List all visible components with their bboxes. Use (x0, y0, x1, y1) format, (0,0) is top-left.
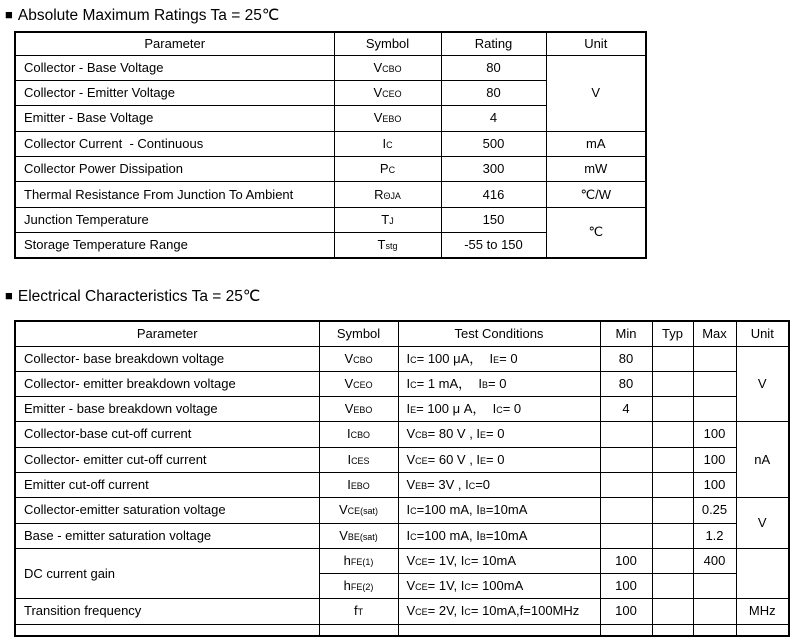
unit-cell: mA (546, 131, 646, 156)
min-cell (600, 472, 652, 497)
symbol-cell: VEBO (319, 397, 398, 422)
section-title-text: Electrical Characteristics Ta = 25℃ (17, 288, 261, 305)
table-row (15, 397, 789, 422)
table-header-row (15, 321, 789, 346)
empty-cell (398, 624, 600, 636)
max-cell: 400 (693, 548, 736, 573)
max-cell: 0.25 (693, 498, 736, 523)
max-cell (693, 599, 736, 624)
table-row (15, 207, 646, 232)
symbol-cell: VCEO (334, 80, 441, 105)
symbol-cell: VCBO (319, 346, 398, 371)
empty-cell (600, 624, 652, 636)
typ-cell (652, 346, 693, 371)
symbol-cell: hFE(1) (319, 548, 398, 573)
max-cell (693, 397, 736, 422)
symbol-cell: ICES (319, 447, 398, 472)
parameter-cell: Collector- base breakdown voltage (15, 346, 319, 371)
empty-cell (652, 624, 693, 636)
cut-off-row (15, 624, 789, 636)
parameter-cell: Collector - Emitter Voltage (15, 80, 334, 105)
unit-cell: V (736, 346, 789, 422)
test-conditions-cell: IC= 100 μA， IE= 0 (398, 346, 600, 371)
rating-cell: 300 (441, 157, 546, 182)
min-cell: 100 (600, 574, 652, 599)
unit-cell: V (736, 498, 789, 549)
rating-cell: 80 (441, 80, 546, 105)
parameter-cell: Emitter - Base Voltage (15, 106, 334, 131)
parameter-cell: Collector- emitter breakdown voltage (15, 371, 319, 396)
test-conditions-cell: VCB= 80 V , IE= 0 (398, 422, 600, 447)
typ-cell (652, 422, 693, 447)
column-header-symbol: Symbol (319, 321, 398, 346)
symbol-cell: IC (334, 131, 441, 156)
parameter-cell: Collector Power Dissipation (15, 157, 334, 182)
min-cell: 4 (600, 397, 652, 422)
max-cell: 1.2 (693, 523, 736, 548)
symbol-cell: VCEO (319, 371, 398, 396)
min-cell (600, 523, 652, 548)
max-cell: 100 (693, 422, 736, 447)
test-conditions-cell: VEB= 3V , IC=0 (398, 472, 600, 497)
empty-cell (15, 624, 319, 636)
symbol-cell: Tstg (334, 233, 441, 258)
typ-cell (652, 523, 693, 548)
symbol-cell: ICBO (319, 422, 398, 447)
min-cell (600, 447, 652, 472)
min-cell (600, 498, 652, 523)
table-row (15, 157, 646, 182)
rating-cell: 416 (441, 182, 546, 207)
electrical-characteristics-table (14, 320, 790, 637)
section-title-electrical-characteristics (5, 287, 260, 306)
rating-cell: 150 (441, 207, 546, 232)
parameter-cell: Base - emitter saturation voltage (15, 523, 319, 548)
table-row (15, 371, 789, 396)
typ-cell (652, 599, 693, 624)
symbol-cell: VBE(sat) (319, 523, 398, 548)
table-row (15, 182, 646, 207)
test-conditions-cell: VCE= 1V, IC= 10mA (398, 548, 600, 573)
table-row (15, 131, 646, 156)
symbol-cell: RΘJA (334, 182, 441, 207)
max-cell: 100 (693, 447, 736, 472)
typ-cell (652, 548, 693, 573)
table-row (15, 523, 789, 548)
table-row (15, 548, 789, 573)
unit-cell: nA (736, 422, 789, 498)
table-header-row (15, 32, 646, 55)
column-header-unit: Unit (546, 32, 646, 55)
test-conditions-cell: VCE= 2V, IC= 10mA,f=100MHz (398, 599, 600, 624)
parameter-cell: Collector - Base Voltage (15, 55, 334, 80)
unit-cell: ℃/W (546, 182, 646, 207)
section-title-absolute-maximum-ratings (5, 6, 279, 25)
typ-cell (652, 371, 693, 396)
symbol-cell: IEBO (319, 472, 398, 497)
empty-cell (693, 624, 736, 636)
column-header-min: Min (600, 321, 652, 346)
table-row (15, 346, 789, 371)
symbol-cell: VCE(sat) (319, 498, 398, 523)
typ-cell (652, 447, 693, 472)
rating-cell: 4 (441, 106, 546, 131)
typ-cell (652, 498, 693, 523)
parameter-cell: Junction Temperature (15, 207, 334, 232)
column-header-parameter: Parameter (15, 321, 319, 346)
symbol-cell: fT (319, 599, 398, 624)
symbol-cell: TJ (334, 207, 441, 232)
unit-cell: V (546, 55, 646, 131)
test-conditions-cell: VCE= 1V, IC= 100mA (398, 574, 600, 599)
table-row (15, 55, 646, 80)
section-title-text: Absolute Maximum Ratings Ta = 25℃ (17, 7, 280, 24)
unit-cell: ℃ (546, 207, 646, 258)
column-header-unit: Unit (736, 321, 789, 346)
max-cell (693, 574, 736, 599)
min-cell: 80 (600, 371, 652, 396)
table-row (15, 472, 789, 497)
table-row (15, 599, 789, 624)
max-cell: 100 (693, 472, 736, 497)
min-cell: 100 (600, 548, 652, 573)
column-header-symbol: Symbol (334, 32, 441, 55)
test-conditions-cell: VCE= 60 V , IE= 0 (398, 447, 600, 472)
column-header-rating: Rating (441, 32, 546, 55)
column-header-test-conditions: Test Conditions (398, 321, 600, 346)
table-row (15, 498, 789, 523)
parameter-cell: DC current gain (15, 548, 319, 599)
column-header-typ: Typ (652, 321, 693, 346)
typ-cell (652, 574, 693, 599)
parameter-cell: Emitter - base breakdown voltage (15, 397, 319, 422)
column-header-parameter: Parameter (15, 32, 334, 55)
unit-cell: mW (546, 157, 646, 182)
typ-cell (652, 397, 693, 422)
symbol-cell: VCBO (334, 55, 441, 80)
table-row (15, 422, 789, 447)
parameter-cell: Storage Temperature Range (15, 233, 334, 258)
table-row (15, 447, 789, 472)
parameter-cell: Transition frequency (15, 599, 319, 624)
test-conditions-cell: IC=100 mA, IB=10mA (398, 523, 600, 548)
test-conditions-cell: IE= 100 μ A， IC= 0 (398, 397, 600, 422)
empty-cell (736, 624, 789, 636)
parameter-cell: Thermal Resistance From Junction To Ambient (15, 182, 334, 207)
parameter-cell: Collector-emitter saturation voltage (15, 498, 319, 523)
test-conditions-cell: IC=100 mA, IB=10mA (398, 498, 600, 523)
max-cell (693, 371, 736, 396)
square-bullet-icon: ■ (5, 7, 13, 22)
min-cell: 80 (600, 346, 652, 371)
square-bullet-icon: ■ (5, 288, 13, 303)
symbol-cell: VEBO (334, 106, 441, 131)
absolute-maximum-ratings-table (14, 31, 647, 259)
unit-cell: MHz (736, 599, 789, 624)
rating-cell: -55 to 150 (441, 233, 546, 258)
min-cell (600, 422, 652, 447)
typ-cell (652, 472, 693, 497)
min-cell: 100 (600, 599, 652, 624)
rating-cell: 80 (441, 55, 546, 80)
symbol-cell: hFE(2) (319, 574, 398, 599)
test-conditions-cell: IC= 1 mA， IB= 0 (398, 371, 600, 396)
column-header-max: Max (693, 321, 736, 346)
symbol-cell: PC (334, 157, 441, 182)
rating-cell: 500 (441, 131, 546, 156)
parameter-cell: Emitter cut-off current (15, 472, 319, 497)
parameter-cell: Collector-base cut-off current (15, 422, 319, 447)
unit-cell (736, 548, 789, 599)
max-cell (693, 346, 736, 371)
parameter-cell: Collector Current - Continuous (15, 131, 334, 156)
parameter-cell: Collector- emitter cut-off current (15, 447, 319, 472)
empty-cell (319, 624, 398, 636)
